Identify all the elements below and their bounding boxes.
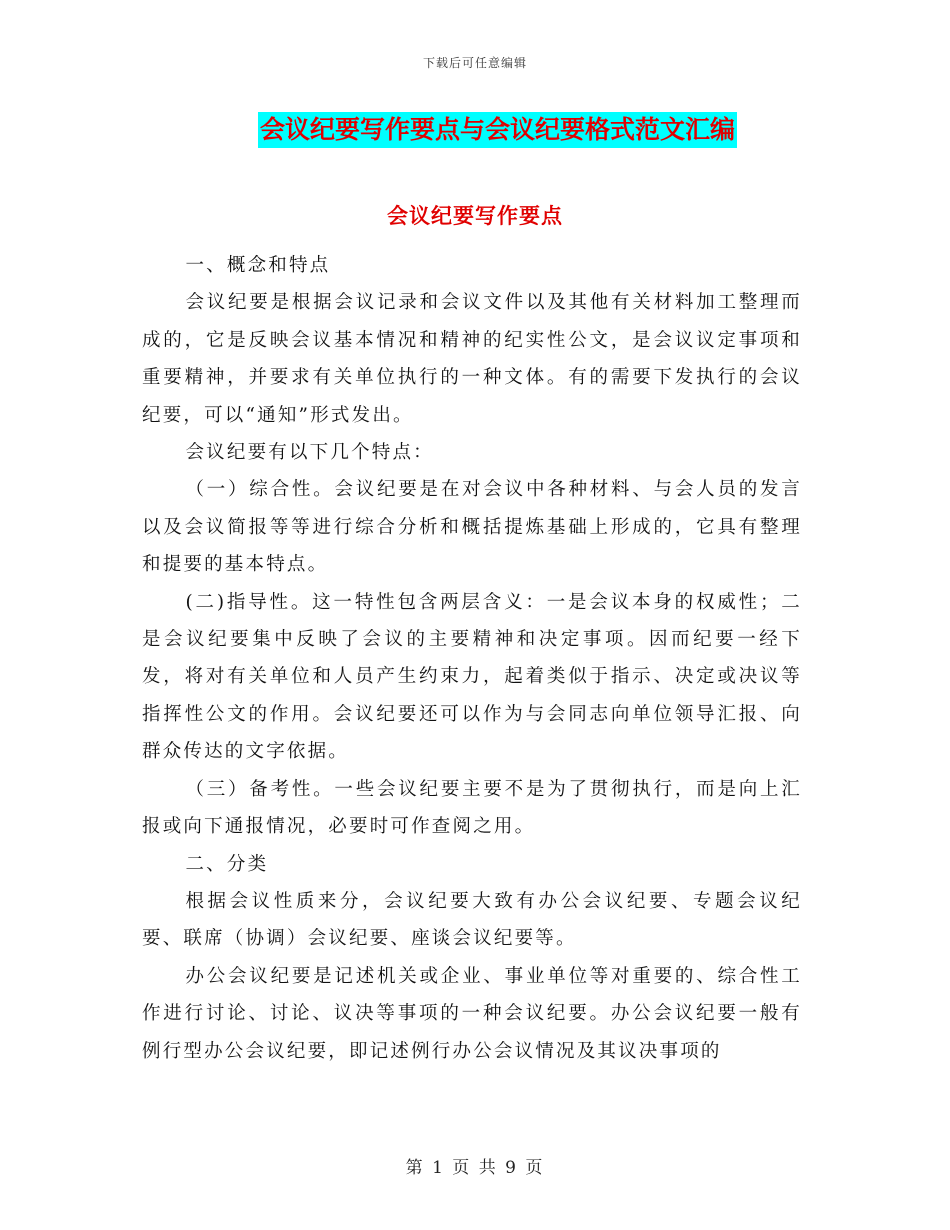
- paragraph-feature-reference: （三）备考性。一些会议纪要主要不是为了贯彻执行，而是向上汇报或向下通报情况，必要时可作查阅之用。: [142, 778, 802, 838]
- paragraph-definition: 会议纪要是根据会议记录和会议文件以及其他有关材料加工整理而成的，它是反映会议基本情况和精神的纪实性公文，是会议议定事项和重要精神，并要求有关单位执行的一种文体。有的需要下发执行的会议纪要，可以“通知”形式发出。: [142, 292, 802, 426]
- section-title: 会议纪要写作要点: [387, 203, 563, 228]
- document-title: 会议纪要写作要点与会议纪要格式范文汇编: [258, 112, 737, 148]
- paragraph-feature-comprehensive: （一）综合性。会议纪要是在对会议中各种材料、与会人员的发言以及会议简报等等进行综合分析和概括提炼基础上形成的，它具有整理和提要的基本特点。: [142, 479, 802, 576]
- heading-concept-features: 一、概念和特点: [185, 255, 331, 276]
- paragraph-classification: 根据会议性质来分，会议纪要大致有办公会议纪要、专题会议纪要、联席（协调）会议纪要、座谈会议纪要等。: [142, 890, 802, 950]
- document-body: [142, 247, 802, 1070]
- page-header-note: 下载后可任意编辑: [422, 56, 527, 70]
- paragraph-feature-guidance: (二)指导性。这一特性包含两层含义：一是会议本身的权威性；二是会议纪要集中反映了会议的主要精神和决定事项。因而纪要一经下发，将对有关单位和人员产生约束力，起着类似于指示、决定或决议等指挥性公文的作用。会议纪要还可以作为与会同志向单位领导汇报、向群众传达的文字依据。: [142, 591, 802, 763]
- paragraph-features-intro: 会议纪要有以下几个特点：: [185, 442, 434, 464]
- heading-classification: 二、分类: [185, 853, 269, 875]
- page-number-footer: 第 1 页 共 9 页: [405, 1158, 545, 1178]
- paragraph-office-meeting: 办公会议纪要是记述机关或企业、事业单位等对重要的、综合性工作进行讨论、讨论、议决等事项的一种会议纪要。办公会议纪要一般有例行型办公会议纪要，即记述例行办公会议情况及其议决事项的: [142, 965, 802, 1062]
- document-title-container: [0, 112, 950, 148]
